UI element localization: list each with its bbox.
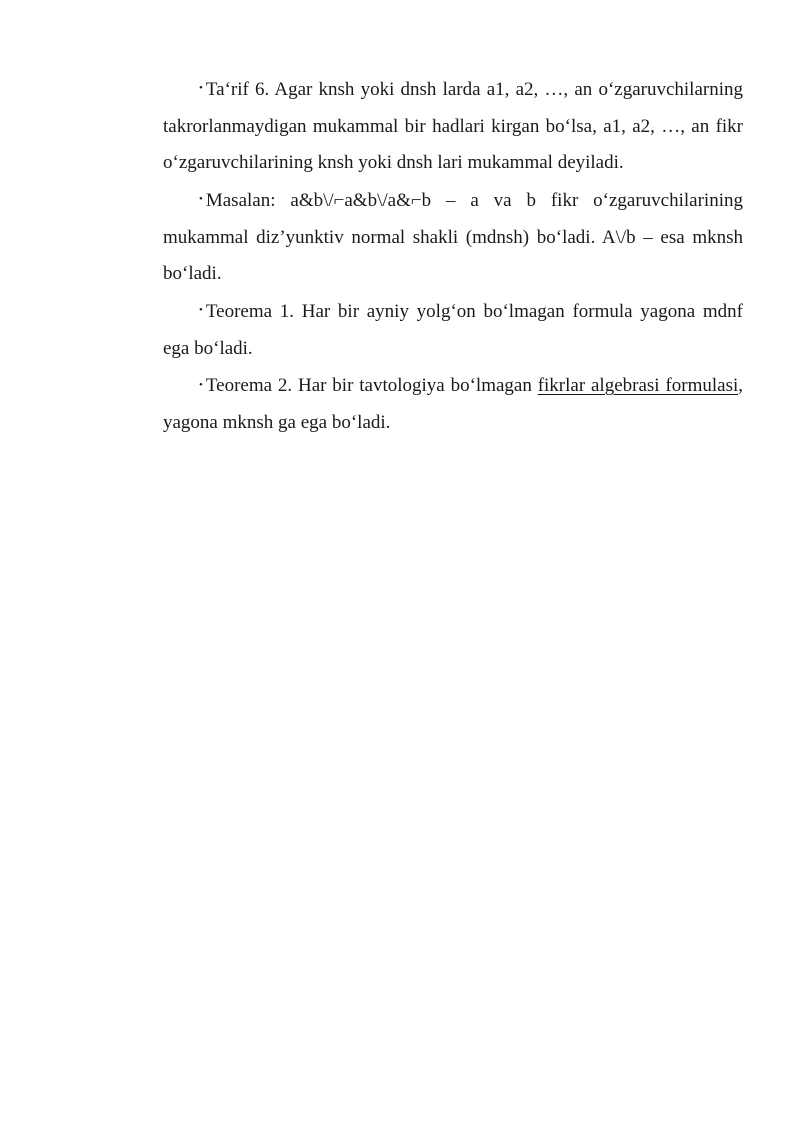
- definition-6-text: Ta‘rif 6. Agar knsh yoki dnsh larda a1, a2, …, an o‘zgaruvchilarning takrorlanmaydigan mukammal bir hadlari kirgan bo‘lsa, a1, a2, …, an fikr o‘zgaruvchilarining knsh yoki dnsh lari mukammal deyiladi.: [163, 79, 743, 174]
- example-text: Masalan: a&b\/⌐a&b\/a&⌐b – a va b fikr o‘zgaruvchilarining mukammal diz’yunktiv normal shakli (mdnsh) bo‘ladi. A\/b – esa mknsh bo‘ladi.: [163, 189, 743, 285]
- definition-6-paragraph: [163, 72, 743, 182]
- theorem-2-paragraph: [163, 368, 743, 441]
- theorem-1-paragraph: [163, 294, 743, 367]
- theorem-1-text: Teorema 1. Har bir ayniy yolg‘on bo‘lmagan formula yagona mdnf ega bo‘ladi.: [163, 300, 743, 359]
- bullet-icon: •: [199, 304, 203, 317]
- formula-algebra-link[interactable]: fikrlar algebrasi formulasi: [537, 375, 739, 397]
- theorem-2-text-before: Teorema 2. Har bir tavtologiya bo‘lmagan: [205, 375, 538, 397]
- document-page: [163, 72, 743, 443]
- bullet-icon: •: [199, 193, 203, 206]
- example-paragraph: [163, 183, 743, 293]
- theorem-2-text-after: , yagona mknsh ga ega bo‘ladi.: [163, 375, 743, 434]
- bullet-icon: •: [199, 82, 203, 95]
- bullet-icon: •: [199, 378, 203, 391]
